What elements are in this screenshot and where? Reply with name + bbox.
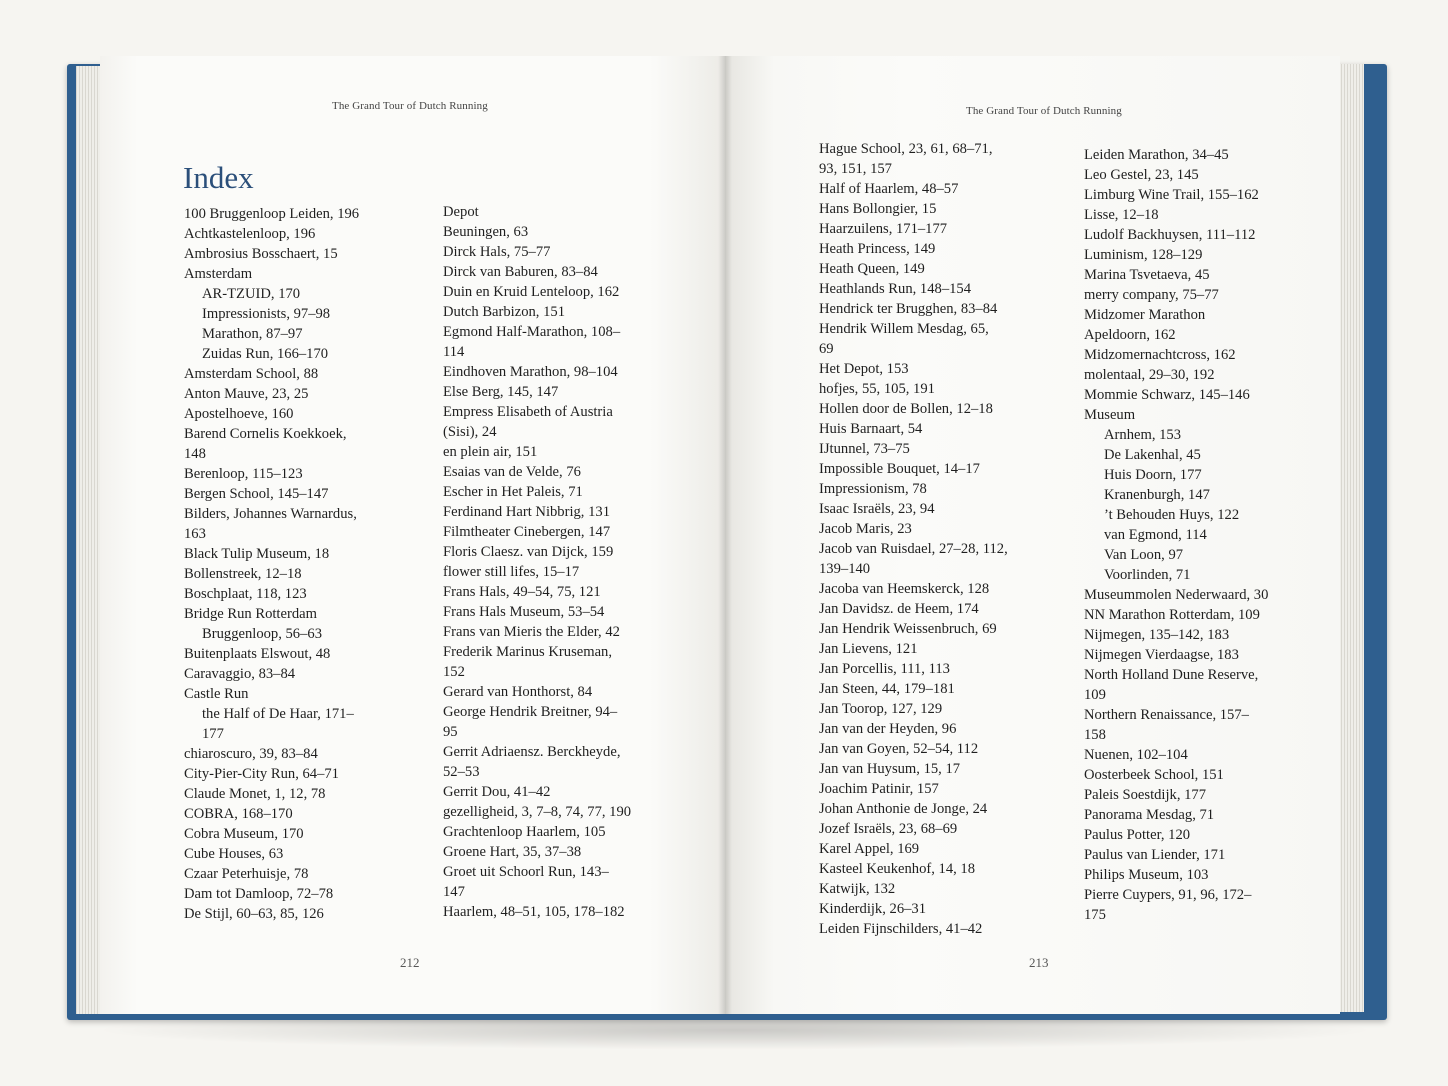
index-entry: Dam tot Damloop, 72–78 <box>184 886 334 902</box>
index-entry: Jan Lievens, 121 <box>819 641 918 657</box>
index-entry: 93, 151, 157 <box>819 161 892 177</box>
index-entry: 163 <box>184 526 206 542</box>
index-entry: Kasteel Keukenhof, 14, 18 <box>819 861 976 877</box>
index-entry: Beuningen, 63 <box>443 224 529 240</box>
index-entry: Barend Cornelis Koekkoek, <box>184 426 347 442</box>
index-entry: Museummolen Nederwaard, 30 <box>1084 587 1269 603</box>
index-entry: Het Depot, 153 <box>819 361 909 377</box>
index-entry: 152 <box>443 664 465 680</box>
index-entry: Frans Hals, 49–54, 75, 121 <box>443 584 601 600</box>
index-entry: Haarzuilens, 171–177 <box>819 221 948 237</box>
index-entry: Gerrit Dou, 41–42 <box>443 784 551 800</box>
index-entry: Nuenen, 102–104 <box>1084 747 1188 763</box>
index-entry: 147 <box>443 884 465 900</box>
index-entry: Egmond Half-Marathon, 108– <box>443 324 621 340</box>
index-entry: Caravaggio, 83–84 <box>184 666 296 682</box>
index-entry: Midzomernachtcross, 162 <box>1084 347 1236 363</box>
index-entry: Jacoba van Heemskerck, 128 <box>819 581 990 597</box>
index-entry: Frans van Mieris the Elder, 42 <box>443 624 620 640</box>
index-entry: Filmtheater Cinebergen, 147 <box>443 524 611 540</box>
index-entry: Johan Anthonie de Jonge, 24 <box>819 801 988 817</box>
index-entry: Half of Haarlem, 48–57 <box>819 181 959 197</box>
index-subentry: van Egmond, 114 <box>1104 527 1207 543</box>
index-entry: Ambrosius Bosschaert, 15 <box>184 246 338 262</box>
index-entry: chiaroscuro, 39, 83–84 <box>184 746 318 762</box>
index-entry: 95 <box>443 724 458 740</box>
index-subentry: De Lakenhal, 45 <box>1104 447 1201 463</box>
index-column-2 <box>443 202 631 922</box>
index-entry: Luminism, 128–129 <box>1084 247 1203 263</box>
index-subentry: Kranenburgh, 147 <box>1104 487 1210 503</box>
index-entry: Heath Queen, 149 <box>819 261 925 277</box>
page-edges-left <box>76 66 102 1014</box>
index-entry: Hans Bollongier, 15 <box>819 201 937 217</box>
index-entry: (Sisi), 24 <box>443 424 497 440</box>
index-subentry: Voorlinden, 71 <box>1104 567 1191 583</box>
index-entry: North Holland Dune Reserve, <box>1084 667 1259 683</box>
index-entry: Czaar Peterhuisje, 78 <box>184 866 309 882</box>
index-subentry: Zuidas Run, 166–170 <box>202 346 329 362</box>
index-entry: Jan Steen, 44, 179–181 <box>819 681 955 697</box>
index-entry: George Hendrik Breitner, 94– <box>443 704 618 720</box>
index-subentry: AR-TZUID, 170 <box>202 286 301 302</box>
index-entry: Jan Davidsz. de Heem, 174 <box>819 601 979 617</box>
index-entry: Northern Renaissance, 157– <box>1084 707 1249 723</box>
index-subentry: the Half of De Haar, 171– <box>202 706 354 722</box>
index-entry: Marina Tsvetaeva, 45 <box>1084 267 1210 283</box>
index-entry: Jan van Goyen, 52–54, 112 <box>819 741 979 757</box>
index-subentry: Marathon, 87–97 <box>202 326 303 342</box>
index-entry: Dutch Barbizon, 151 <box>443 304 565 320</box>
index-entry: Paulus Potter, 120 <box>1084 827 1191 843</box>
index-entry: Huis Barnaart, 54 <box>819 421 923 437</box>
index-subentry: 177 <box>202 726 224 742</box>
index-entry: IJtunnel, 73–75 <box>819 441 910 457</box>
index-entry: Apostelhoeve, 160 <box>184 406 294 422</box>
index-entry: Cobra Museum, 170 <box>184 826 304 842</box>
index-entry: Ferdinand Hart Nibbrig, 131 <box>443 504 610 520</box>
index-entry: Anton Mauve, 23, 25 <box>184 386 309 402</box>
index-subentry: Impressionists, 97–98 <box>202 306 331 322</box>
index-entry: Depot <box>443 204 479 220</box>
index-entry: 158 <box>1084 727 1106 743</box>
index-entry: Jan Toorop, 127, 129 <box>819 701 943 717</box>
index-entry: Amsterdam <box>184 266 253 282</box>
index-entry: De Stijl, 60–63, 85, 126 <box>184 906 324 922</box>
index-entry: Museum <box>1084 407 1136 423</box>
index-entry: Duin en Kruid Lenteloop, 162 <box>443 284 620 300</box>
index-entry: Buitenplaats Elswout, 48 <box>184 646 331 662</box>
index-subentry: Huis Doorn, 177 <box>1104 467 1202 483</box>
index-entry: City-Pier-City Run, 64–71 <box>184 766 339 782</box>
index-column-3 <box>819 139 1008 939</box>
index-entry: Empress Elisabeth of Austria <box>443 404 613 420</box>
index-entry: molentaal, 29–30, 192 <box>1084 367 1215 383</box>
index-entry: Bilders, Johannes Warnardus, <box>184 506 357 522</box>
index-entry: Leiden Marathon, 34–45 <box>1084 147 1229 163</box>
index-entry: Gerrit Adriaensz. Berckheyde, <box>443 744 621 760</box>
index-entry: Leiden Fijnschilders, 41–42 <box>819 921 983 937</box>
index-subentry: ’t Behouden Huys, 122 <box>1104 507 1240 523</box>
index-entry: Nijmegen Vierdaagse, 183 <box>1084 647 1239 663</box>
index-entry: Frederik Marinus Kruseman, <box>443 644 613 660</box>
index-entry: Boschplaat, 118, 123 <box>184 586 307 602</box>
index-entry: Haarlem, 48–51, 105, 178–182 <box>443 904 625 920</box>
index-entry: Paleis Soestdijk, 177 <box>1084 787 1207 803</box>
index-entry: 52–53 <box>443 764 480 780</box>
index-entry: Black Tulip Museum, 18 <box>184 546 330 562</box>
index-entry: Apeldoorn, 162 <box>1084 327 1176 343</box>
index-entry: Claude Monet, 1, 12, 78 <box>184 786 326 802</box>
index-entry: Jan van der Heyden, 96 <box>819 721 957 737</box>
index-entry: Jan van Huysum, 15, 17 <box>819 761 961 777</box>
index-entry: Cube Houses, 63 <box>184 846 284 862</box>
index-entry: Impossible Bouquet, 14–17 <box>819 461 980 477</box>
index-entry: Jan Porcellis, 111, 113 <box>819 661 950 677</box>
index-entry: en plein air, 151 <box>443 444 538 460</box>
index-title: Index <box>183 160 254 195</box>
index-entry: 139–140 <box>819 561 871 577</box>
index-entry: 100 Bruggenloop Leiden, 196 <box>184 206 360 222</box>
index-entry: Hollen door de Bollen, 12–18 <box>819 401 993 417</box>
index-entry: Heath Princess, 149 <box>819 241 936 257</box>
index-entry: hofjes, 55, 105, 191 <box>819 381 935 397</box>
index-entry: Hendrik Willem Mesdag, 65, <box>819 321 989 337</box>
index-subentry: Arnhem, 153 <box>1104 427 1182 443</box>
index-entry: Ludolf Backhuysen, 111–112 <box>1084 227 1256 243</box>
index-entry: Else Berg, 145, 147 <box>443 384 559 400</box>
index-entry: Dirck Hals, 75–77 <box>443 244 551 260</box>
index-entry: Bollenstreek, 12–18 <box>184 566 302 582</box>
index-entry: Philips Museum, 103 <box>1084 867 1209 883</box>
index-subentry: Bruggenloop, 56–63 <box>202 626 322 642</box>
index-entry: Amsterdam School, 88 <box>184 366 319 382</box>
index-entry: Hague School, 23, 61, 68–71, <box>819 141 993 157</box>
index-entry: Impressionism, 78 <box>819 481 927 497</box>
index-entry: Heathlands Run, 148–154 <box>819 281 972 297</box>
running-header-left: The Grand Tour of Dutch Running <box>332 100 488 112</box>
index-entry: Jan Hendrik Weissenbruch, 69 <box>819 621 997 637</box>
index-column-4 <box>1084 145 1268 925</box>
index-entry: Frans Hals Museum, 53–54 <box>443 604 605 620</box>
index-entry: Jacob van Ruisdael, 27–28, 112, <box>819 541 1008 557</box>
index-entry: Bergen School, 145–147 <box>184 486 329 502</box>
index-entry: merry company, 75–77 <box>1084 287 1219 303</box>
index-entry: Esaias van de Velde, 76 <box>443 464 581 480</box>
index-entry: 69 <box>819 341 834 357</box>
index-entry: Gerard van Honthorst, 84 <box>443 684 593 700</box>
index-entry: Dirck van Baburen, 83–84 <box>443 264 598 280</box>
index-entry: Katwijk, 132 <box>819 881 896 897</box>
page-edges-right <box>1336 64 1364 1012</box>
index-entry: Nijmegen, 135–142, 183 <box>1084 627 1230 643</box>
index-entry: Leo Gestel, 23, 145 <box>1084 167 1199 183</box>
index-entry: Berenloop, 115–123 <box>184 466 303 482</box>
book-gutter <box>718 56 732 1014</box>
index-entry: Grachtenloop Haarlem, 105 <box>443 824 606 840</box>
index-entry: Oosterbeek School, 151 <box>1084 767 1224 783</box>
index-entry: Mommie Schwarz, 145–146 <box>1084 387 1250 403</box>
page-number-left: 212 <box>400 955 420 970</box>
index-entry: Hendrick ter Brugghen, 83–84 <box>819 301 998 317</box>
index-entry: Escher in Het Paleis, 71 <box>443 484 583 500</box>
index-entry: Midzomer Marathon <box>1084 307 1206 323</box>
index-entry: Jozef Israëls, 23, 68–69 <box>819 821 958 837</box>
index-entry: NN Marathon Rotterdam, 109 <box>1084 607 1260 623</box>
index-entry: Achtkastelenloop, 196 <box>184 226 316 242</box>
page-number-right: 213 <box>1029 955 1049 970</box>
index-entry: Limburg Wine Trail, 155–162 <box>1084 187 1259 203</box>
index-entry: Paulus van Liender, 171 <box>1084 847 1226 863</box>
index-entry: Joachim Patinir, 157 <box>819 781 939 797</box>
index-entry: Isaac Israëls, 23, 94 <box>819 501 935 517</box>
index-entry: Jacob Maris, 23 <box>819 521 912 537</box>
index-entry: 175 <box>1084 907 1106 923</box>
index-subentry: Van Loon, 97 <box>1104 547 1184 563</box>
index-entry: 148 <box>184 446 206 462</box>
index-entry: flower still lifes, 15–17 <box>443 564 580 580</box>
index-entry: Groet uit Schoorl Run, 143– <box>443 864 609 880</box>
index-entry: COBRA, 168–170 <box>184 806 293 822</box>
index-entry: Floris Claesz. van Dijck, 159 <box>443 544 614 560</box>
index-entry: 114 <box>443 344 465 360</box>
running-header-right: The Grand Tour of Dutch Running <box>966 105 1122 117</box>
index-entry: 109 <box>1084 687 1106 703</box>
index-entry: Kinderdijk, 26–31 <box>819 901 927 917</box>
index-entry: Groene Hart, 35, 37–38 <box>443 844 582 860</box>
index-entry: Castle Run <box>184 686 249 702</box>
index-entry: Bridge Run Rotterdam <box>184 606 317 622</box>
index-entry: Karel Appel, 169 <box>819 841 920 857</box>
index-entry: gezelligheid, 3, 7–8, 74, 77, 190 <box>443 804 632 820</box>
index-column-1 <box>184 204 359 924</box>
index-entry: Lisse, 12–18 <box>1084 207 1159 223</box>
index-entry: Pierre Cuypers, 91, 96, 172– <box>1084 887 1252 903</box>
index-entry: Panorama Mesdag, 71 <box>1084 807 1215 823</box>
index-entry: Eindhoven Marathon, 98–104 <box>443 364 618 380</box>
